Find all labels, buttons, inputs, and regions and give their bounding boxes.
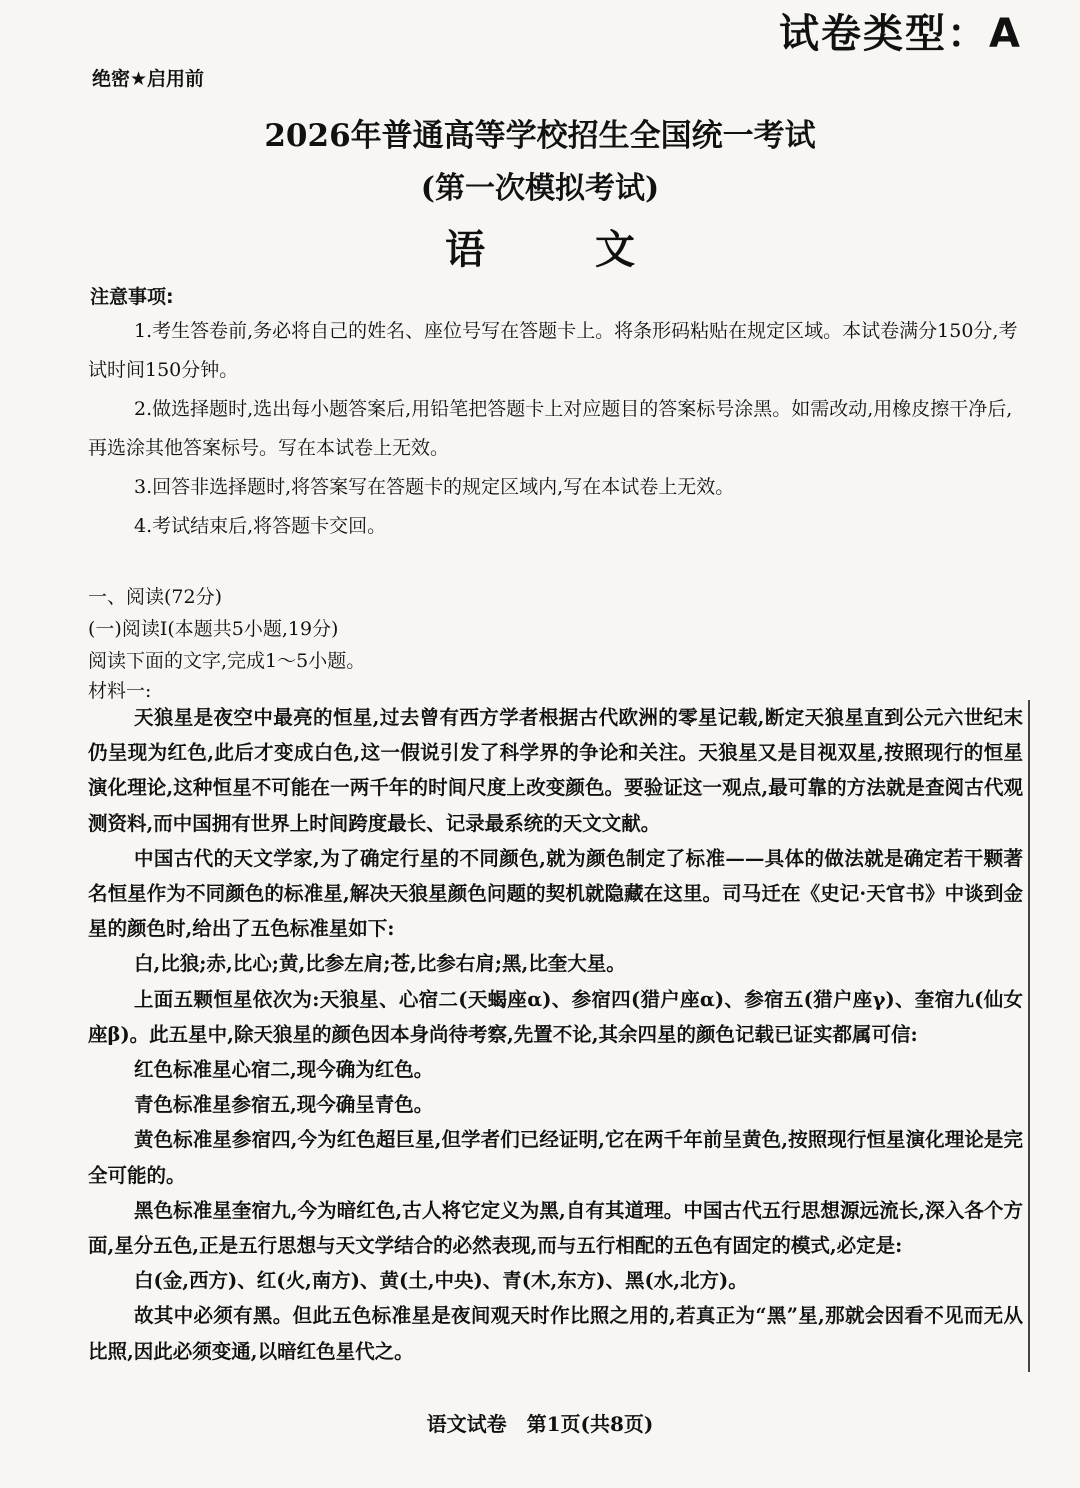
notes-heading: 注意事项: <box>90 286 174 308</box>
passage-paragraph: 白(金,西方)、红(火,南方)、黄(土,中央)、青(木,东方)、黑(水,北方)。 <box>134 1269 748 1293</box>
note-item: 1.考生答卷前,务必将自己的姓名、座位号写在答题卡上。将条形码粘贴在规定区域。本试卷满分150分,考试时间150分钟。 <box>88 320 1018 381</box>
subject-title: 语文 <box>445 227 745 273</box>
note-item: 2.做选择题时,选出每小题答案后,用铅笔把答题卡上对应题目的答案标号涂黑。如需改动,用橡皮擦干净后,再选涂其他答案标号。写在本试卷上无效。 <box>88 398 1013 459</box>
passage-paragraph: 故其中必须有黑。但此五色标准星是夜间观天时作比照之用的,若真正为“黑”星,那就会因看不见而无从比照,因此必须变通,以暗红色星代之。 <box>88 1304 1023 1363</box>
section-part: 一、阅读(72分) <box>88 586 223 608</box>
note-item: 3.回答非选择题时,将答案写在答题卡的规定区域内,写在本试卷上无效。 <box>134 476 735 498</box>
page-footer: 语文试卷 第1页(共8页) <box>426 1412 654 1436</box>
material-label: 材料一: <box>88 680 152 702</box>
passage-paragraph: 黄色标准星参宿四,今为红色超巨星,但学者们已经证明,它在两千年前呈黄色,按照现行恒星演化理论是完全可能的。 <box>88 1128 1023 1187</box>
paper-type-label: 试卷类型：A <box>779 11 1022 57</box>
passage-paragraph: 青色标准星参宿五,现今确呈青色。 <box>134 1093 434 1117</box>
section-instruction: 阅读下面的文字,完成1～5小题。 <box>88 650 366 672</box>
exam-subtitle: (第一次模拟考试) <box>420 171 660 206</box>
passage-paragraph: 白,比狼;赤,比心;黄,比参左肩;苍,比参右肩;黑,比奎大星。 <box>134 952 626 976</box>
passage-paragraph: 中国古代的天文学家,为了确定行星的不同颜色,就为颜色制定了标准——具体的做法就是确定若干颗著名恒星作为不同颜色的标准星,解决天狼星颜色问题的契机就隐藏在这里。司马迁在《史记·天官书》中谈到金星的颜色时,给出了五色标准星如下: <box>88 846 1023 941</box>
notes-list <box>88 312 1028 546</box>
section-sub: (一)阅读Ⅰ(本题共5小题,19分) <box>88 618 339 640</box>
exam-title: 2026年普通高等学校招生全国统一考试 <box>264 118 816 154</box>
passage-paragraph: 黑色标准星奎宿九,今为暗红色,古人将它定义为黑,自有其道理。中国古代五行思想源远流长,深入各个方面,星分五色,正是五行思想与天文学结合的必然表现,而与五行相配的五色有固定的模式,必定是: <box>88 1198 1023 1258</box>
passage-paragraph: 红色标准星心宿二,现今确为红色。 <box>134 1058 434 1082</box>
secret-label: 绝密★启用前 <box>92 68 205 90</box>
passage-paragraph: 天狼星是夜空中最亮的恒星,过去曾有西方学者根据古代欧洲的零星记载,断定天狼星直到公元六世纪末仍呈现为红色,此后才变成白色,这一假说引发了科学界的争论和关注。天狼星又是目视双星,按照现行的恒星演化理论,这种恒星不可能在一两千年的时间尺度上改变颜色。要验证这一观点,最可靠的方法就是查阅古代观测资料,而中国拥有世界上时间跨度最长、记录最系统的天文文献。 <box>88 706 1023 835</box>
passage-paragraph: 上面五颗恒星依次为:天狼星、心宿二(天蝎座α)、参宿四(猎户座α)、参宿五(猎户座γ)、奎宿九(仙女座β)。此五星中,除天狼星的颜色因本身尚待考察,先置不论,其余四星的颜色记载已证实都属可信: <box>88 987 1023 1046</box>
margin-line <box>1028 700 1030 1372</box>
note-item: 4.考试结束后,将答题卡交回。 <box>134 515 387 537</box>
reading-passage <box>88 700 1023 1369</box>
